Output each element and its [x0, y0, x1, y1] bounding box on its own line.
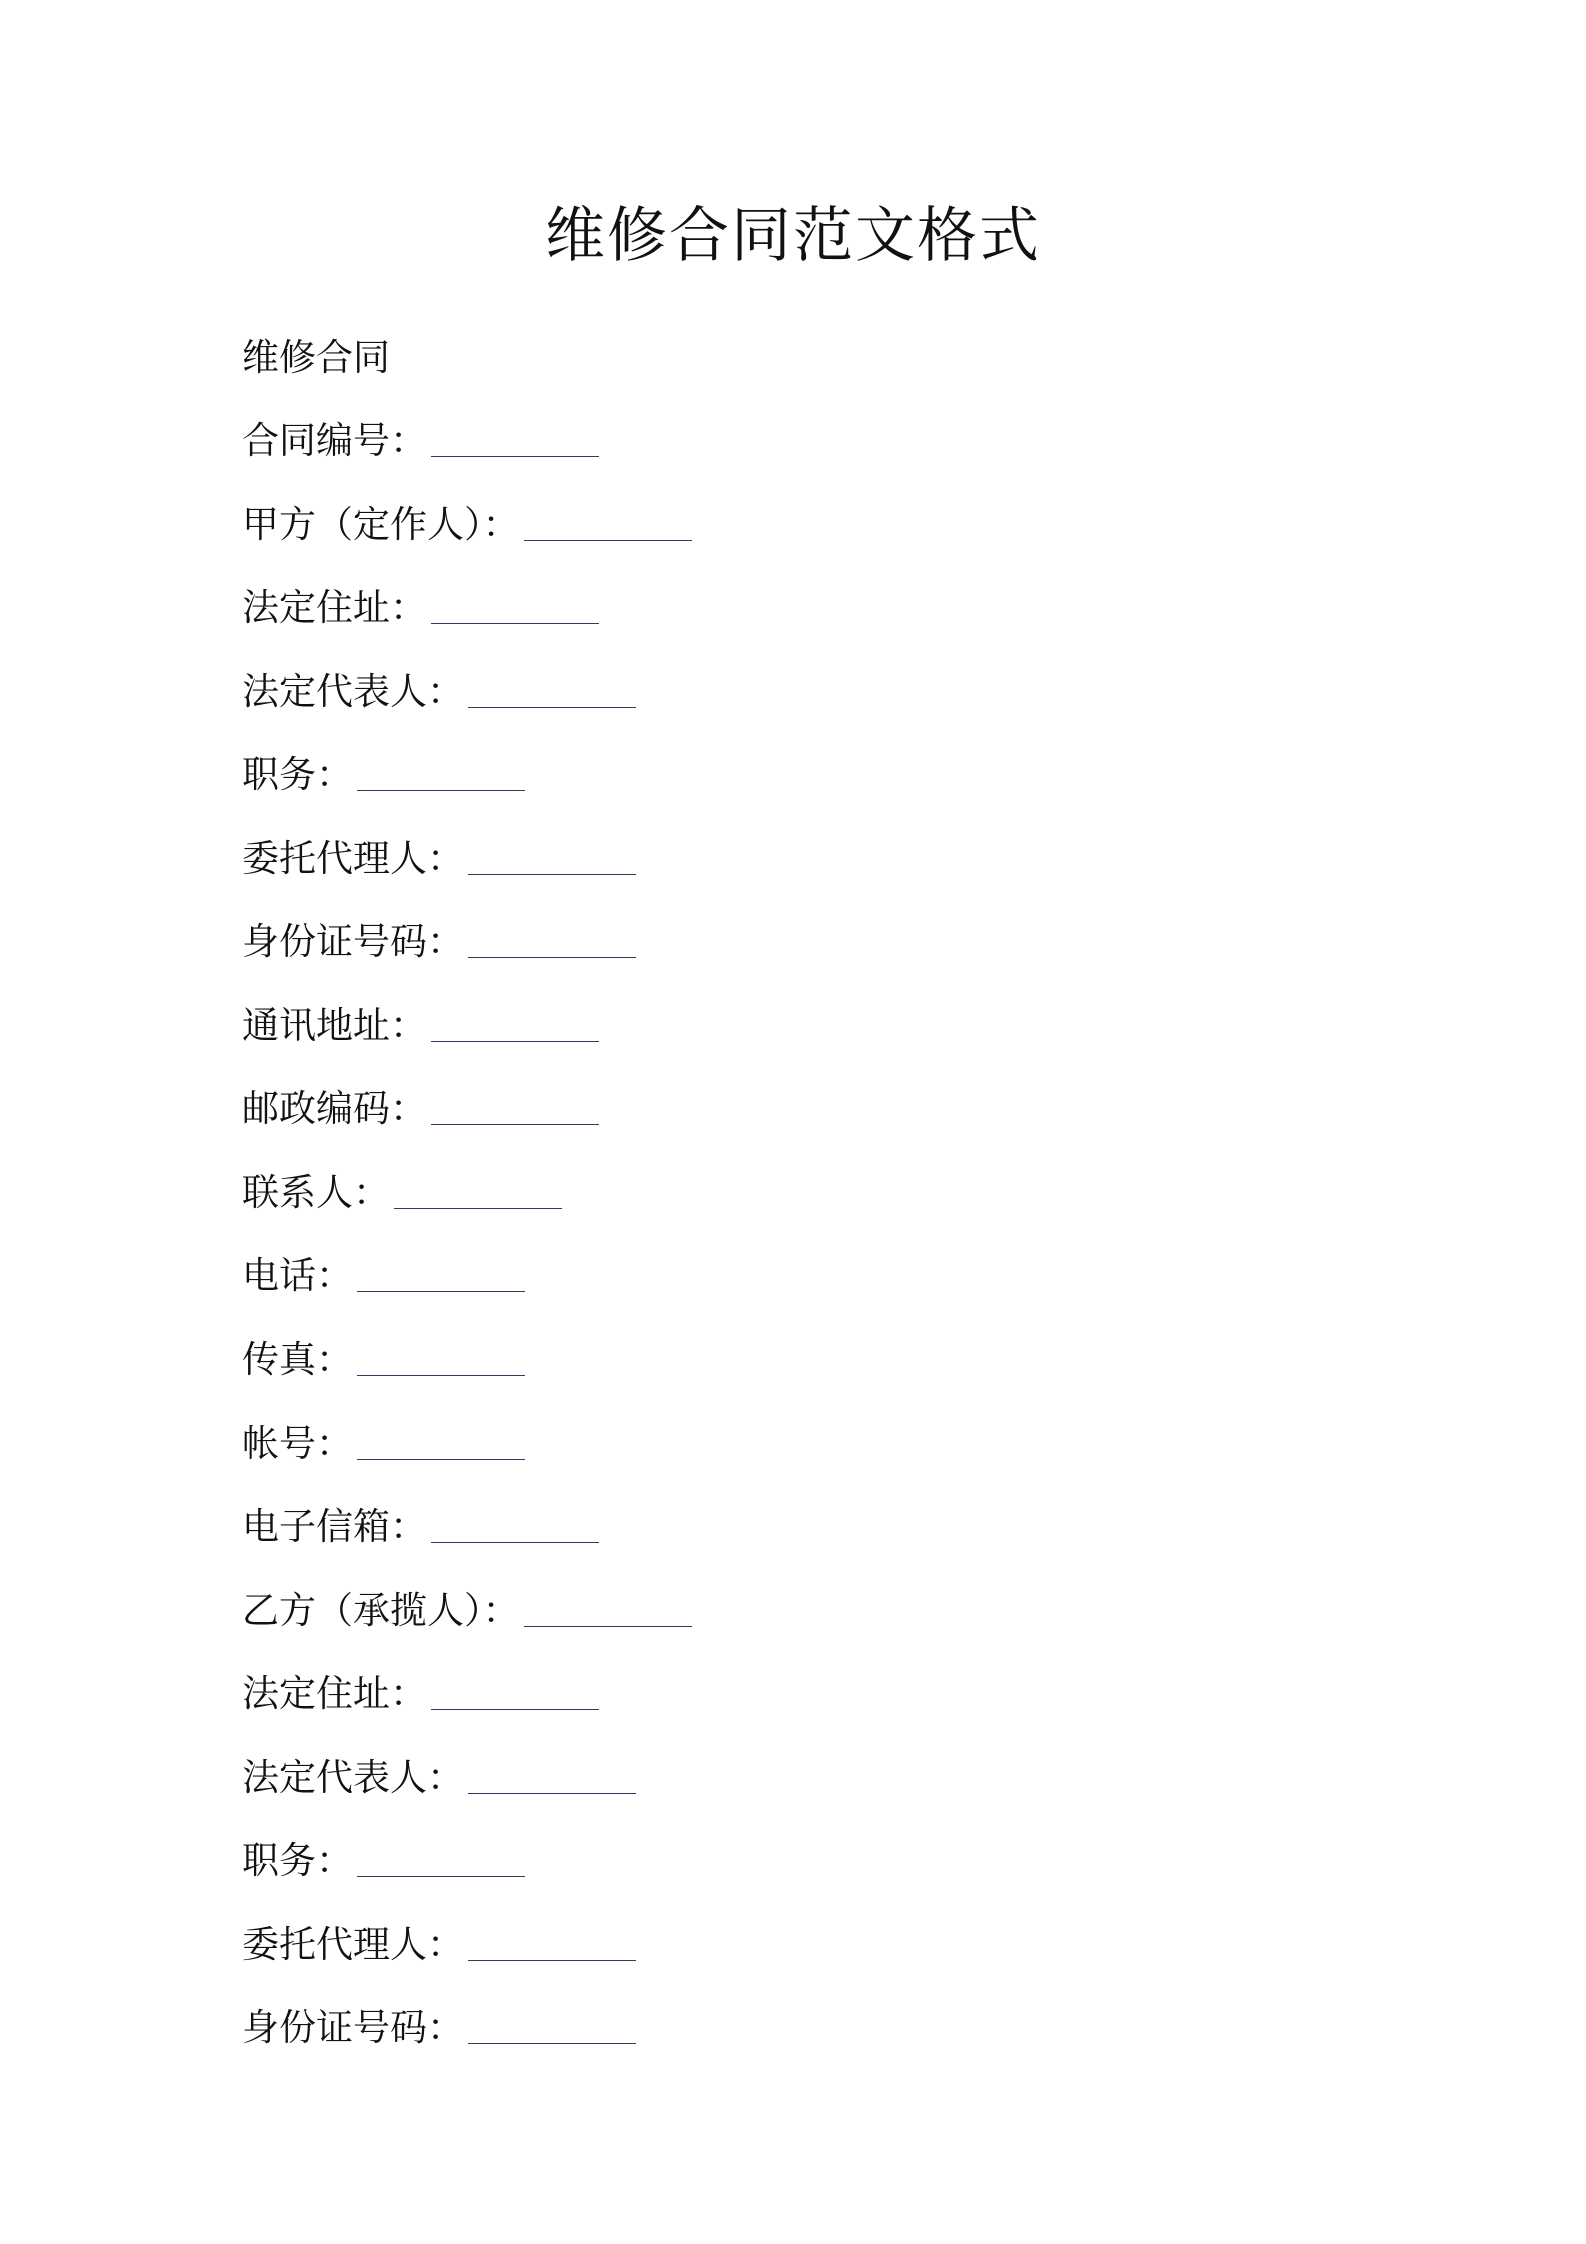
blank-underline[interactable] [431, 1502, 599, 1543]
blank-underline[interactable] [524, 1586, 692, 1627]
blank-underline[interactable] [431, 416, 599, 457]
contract-field [242, 583, 692, 667]
blank-underline[interactable] [357, 1251, 525, 1292]
field-label: 合同编号： [242, 419, 427, 462]
contract-field [242, 500, 692, 584]
contract-field [242, 1669, 692, 1753]
contract-field [242, 750, 692, 834]
blank-underline[interactable] [468, 917, 636, 958]
blank-underline[interactable] [357, 1335, 525, 1376]
field-label: 职务： [242, 753, 353, 797]
contract-field [242, 1168, 692, 1252]
contract-field [242, 1836, 692, 1920]
contract-field [242, 1084, 692, 1168]
blank-underline[interactable] [431, 1084, 599, 1125]
blank-underline[interactable] [357, 1419, 525, 1460]
field-label: 传真： [242, 1338, 353, 1382]
field-label: 甲方（定作人）： [242, 502, 520, 546]
contract-field [242, 667, 692, 751]
field-label: 职务： [242, 1839, 353, 1883]
field-label: 法定住址： [242, 1672, 427, 1716]
document-title: 维修合同范文格式 [545, 201, 1041, 271]
contract-field [242, 834, 692, 918]
blank-underline[interactable] [468, 834, 636, 875]
blank-underline[interactable] [524, 500, 692, 541]
blank-underline[interactable] [357, 750, 525, 791]
contract-field [242, 1335, 692, 1419]
contract-field [242, 2003, 692, 2087]
field-label: 电子信箱： [242, 1505, 427, 1549]
field-label: 联系人： [242, 1170, 390, 1214]
field-label: 法定代表人： [242, 1755, 464, 1799]
field-label: 乙方（承揽人）： [242, 1588, 520, 1632]
blank-underline[interactable] [431, 583, 599, 624]
contract-field [242, 1502, 692, 1586]
field-label: 委托代理人： [242, 1922, 464, 1966]
blank-underline[interactable] [357, 1836, 525, 1877]
blank-underline[interactable] [431, 1669, 599, 1710]
field-label: 法定代表人： [242, 669, 464, 713]
field-label: 身份证号码： [242, 920, 464, 964]
field-label: 身份证号码： [242, 2006, 464, 2050]
field-label: 邮政编码： [242, 1087, 427, 1131]
contract-field [242, 1586, 692, 1670]
contract-heading: 维修合同 [242, 336, 390, 379]
blank-underline[interactable] [468, 1753, 636, 1794]
blank-underline[interactable] [468, 667, 636, 708]
blank-underline[interactable] [394, 1168, 562, 1209]
blank-underline[interactable] [468, 1920, 636, 1961]
blank-underline[interactable] [431, 1001, 599, 1042]
field-label: 通讯地址： [242, 1003, 427, 1047]
contract-field [242, 1001, 692, 1085]
blank-underline[interactable] [468, 2003, 636, 2044]
contract-field [242, 1251, 692, 1335]
contract-field [242, 1753, 692, 1837]
field-label: 委托代理人： [242, 836, 464, 880]
contract-field [242, 1419, 692, 1503]
field-label: 帐号： [242, 1421, 353, 1465]
contract-field [242, 917, 692, 1001]
contract-field [242, 1920, 692, 2004]
contract-field [242, 416, 692, 500]
field-label: 电话： [242, 1254, 353, 1298]
contract-field-list [242, 416, 692, 2087]
field-label: 法定住址： [242, 586, 427, 630]
